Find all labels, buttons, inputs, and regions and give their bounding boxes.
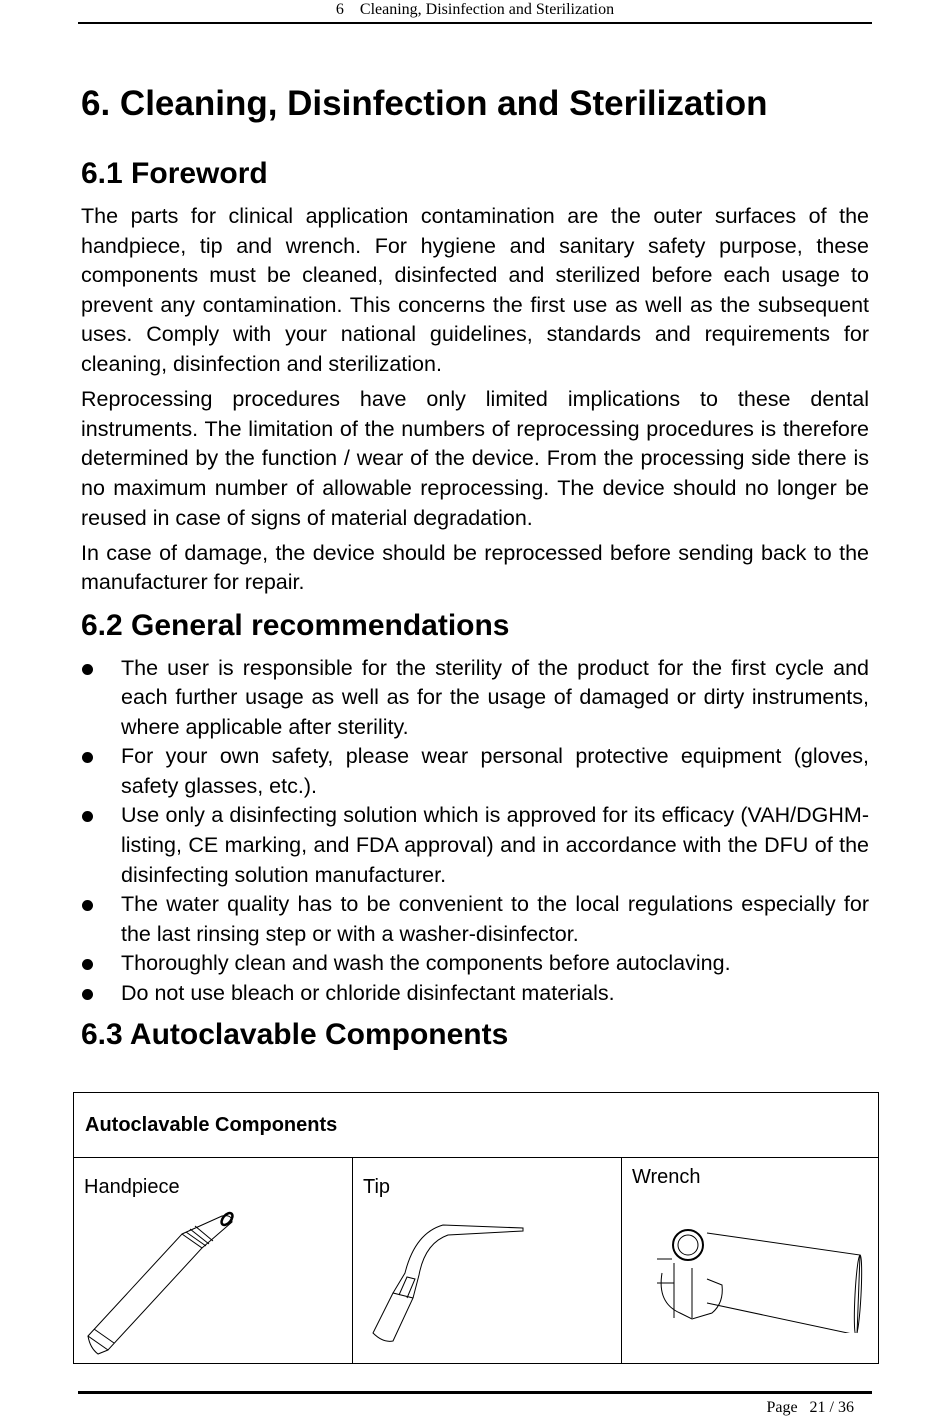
bullet-icon [82, 900, 93, 911]
header-rule [78, 22, 872, 24]
page-count: 21 / 36 [809, 1399, 854, 1416]
list-item [81, 979, 869, 1009]
section-heading-foreword: 6.1 Foreword [81, 157, 268, 190]
header-chapter-number: 6 [335, 1, 344, 18]
section-heading-general-recommendations: 6.2 General recommendations [81, 608, 510, 642]
bullet-icon [82, 959, 93, 970]
section-heading-autoclavable-components: 6.3 Autoclavable Components [81, 1017, 509, 1051]
component-label: Wrench [632, 1166, 701, 1188]
bullet-icon [82, 811, 93, 822]
bullet-icon [82, 664, 93, 675]
list-item-text: The water quality has to be convenient to the local regulations especially for the last rinsing step or with a washer-disinfector. [121, 892, 869, 946]
list-item-text: Thoroughly clean and wash the components before autoclaving. [121, 951, 731, 976]
bullet-icon [82, 989, 93, 1000]
paragraph: Reprocessing procedures have only limited implications to these dental instruments. The limitation of the numbers of reprocessing procedures is therefore determined by the function / wear of the device. From the processing side there is no maximum number of allowable reprocessing. The device should no longer be reused in case of signs of material degradation. [81, 387, 869, 530]
running-header [0, 1, 950, 19]
page-label: Page [766, 1399, 798, 1416]
table-cell-tip [353, 1158, 622, 1364]
header-chapter-title: Cleaning, Disinfection and Sterilization [359, 1, 615, 18]
table-cell-handpiece [74, 1158, 353, 1364]
page-title: 6. Cleaning, Disinfection and Sterilization [81, 84, 768, 123]
paragraph: In case of damage, the device should be reprocessed before sending back to the manufacturer for repair. [81, 540, 869, 595]
table-cell-wrench [622, 1158, 879, 1364]
list-item [81, 890, 869, 949]
tip-illustration [363, 1213, 543, 1358]
wrench-illustration [652, 1223, 872, 1333]
component-label: Tip [363, 1176, 391, 1198]
list-item-text: The user is responsible for the sterility of the product for the first cycle and each further usage as well as for the usage of damaged or dirty instruments, where applicable after sterility. [121, 655, 869, 739]
footer-rule [78, 1391, 872, 1394]
component-label: Handpiece [84, 1176, 180, 1198]
handpiece-illustration [82, 1208, 252, 1358]
paragraph: The parts for clinical application contamination are the outer surfaces of the handpiece, tip and wrench. For hygiene and sanitary safety purpose, these components must be cleaned, disinfected and sterilized before each usage to prevent any contamination. This concerns the first use as well as the subsequent uses. Comply with your national guidelines, standards and requirements for cleaning, disinfection and sterilization. [81, 204, 869, 376]
bullet-icon [82, 752, 93, 763]
list-item [81, 949, 869, 979]
list-item-text: Use only a disinfecting solution which is approved for its efficacy (VAH/DGHM-listing, CE marking, and FDA approval) and in accordance with the DFU of the disinfecting solution manufacturer. [121, 803, 869, 887]
page-body [81, 80, 869, 1063]
list-item [81, 801, 869, 890]
page-number [766, 1399, 854, 1417]
table-header: Autoclavable Components [74, 1093, 879, 1158]
list-item-text: Do not use bleach or chloride disinfectant materials. [121, 981, 615, 1006]
list-item-text: For your own safety, please wear personal protective equipment (gloves, safety glasses, etc.). [121, 744, 869, 798]
list-item [81, 742, 869, 801]
autoclavable-components-table [73, 1092, 879, 1364]
list-item [81, 654, 869, 743]
recommendations-list [81, 654, 869, 1009]
